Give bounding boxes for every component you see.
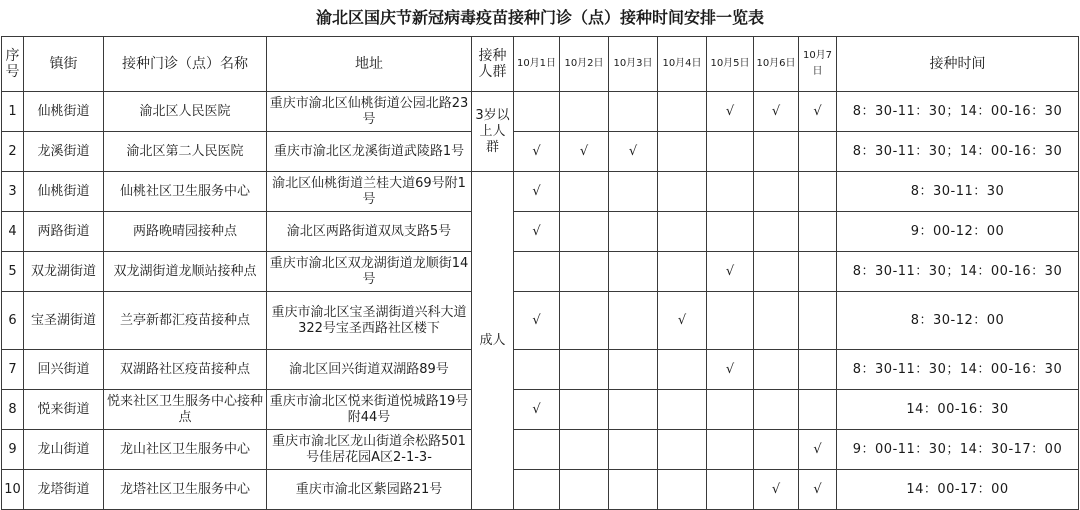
date-check-cell: √ <box>707 92 754 132</box>
row-time: 8：30-11：30；14：00-16：30 <box>837 350 1079 390</box>
row-index: 8 <box>2 390 24 430</box>
row-clinic: 悦来社区卫生服务中心接种点 <box>104 390 267 430</box>
date-check-cell <box>560 292 609 350</box>
date-check-cell <box>658 252 707 292</box>
date-check-cell <box>514 92 560 132</box>
date-check-cell: √ <box>707 350 754 390</box>
date-check-cell <box>754 132 799 172</box>
date-check-cell <box>754 252 799 292</box>
row-address: 重庆市渝北区宝圣湖街道兴科大道322号宝圣西路社区楼下 <box>267 292 472 350</box>
date-check-cell: √ <box>514 172 560 212</box>
row-address: 重庆市渝北区紫园路21号 <box>267 470 472 510</box>
date-check-cell <box>799 212 837 252</box>
row-time: 9：00-12：00 <box>837 212 1079 252</box>
row-address: 重庆市渝北区悦来街道悦城路19号附44号 <box>267 390 472 430</box>
row-time: 9：00-11：30；14：30-17：00 <box>837 430 1079 470</box>
date-check-cell <box>609 172 658 212</box>
header-crowd: 接种人群 <box>472 37 514 92</box>
date-check-cell <box>609 92 658 132</box>
table-row <box>2 390 1079 430</box>
row-index: 7 <box>2 350 24 390</box>
row-index: 4 <box>2 212 24 252</box>
date-check-cell <box>707 132 754 172</box>
date-check-cell <box>754 350 799 390</box>
row-address: 重庆市渝北区双龙湖街道龙顺街14号 <box>267 252 472 292</box>
date-check-cell <box>514 252 560 292</box>
row-time: 8：30-11：30；14：00-16：30 <box>837 132 1079 172</box>
date-check-cell <box>754 430 799 470</box>
row-time: 8：30-11：30；14：00-16：30 <box>837 252 1079 292</box>
header-street: 镇街 <box>24 37 104 92</box>
row-index: 1 <box>2 92 24 132</box>
date-check-cell <box>514 350 560 390</box>
header-row <box>2 37 1079 92</box>
row-address: 重庆市渝北区龙溪街道武陵路1号 <box>267 132 472 172</box>
date-check-cell: √ <box>514 390 560 430</box>
row-street: 仙桃街道 <box>24 172 104 212</box>
row-address: 渝北区回兴街道双湖路89号 <box>267 350 472 390</box>
date-check-cell <box>658 132 707 172</box>
table-row <box>2 470 1079 510</box>
date-check-cell <box>560 172 609 212</box>
date-check-cell <box>754 172 799 212</box>
table-row <box>2 430 1079 470</box>
date-check-cell <box>560 430 609 470</box>
header-date: 10月6日 <box>754 37 799 92</box>
date-check-cell <box>609 390 658 430</box>
table-row <box>2 292 1079 350</box>
table-row <box>2 212 1079 252</box>
table-body <box>2 92 1079 510</box>
row-index: 10 <box>2 470 24 510</box>
date-check-cell <box>658 430 707 470</box>
date-check-cell <box>658 350 707 390</box>
row-street: 回兴街道 <box>24 350 104 390</box>
crowd-group-cell: 成人 <box>472 172 514 510</box>
row-street: 双龙湖街道 <box>24 252 104 292</box>
date-check-cell <box>707 172 754 212</box>
date-check-cell <box>799 292 837 350</box>
row-index: 9 <box>2 430 24 470</box>
row-street: 仙桃街道 <box>24 92 104 132</box>
row-clinic: 双湖路社区疫苗接种点 <box>104 350 267 390</box>
date-check-cell <box>609 470 658 510</box>
date-check-cell: √ <box>514 132 560 172</box>
row-address: 重庆市渝北区龙山街道余松路501号佳居花园A区2-1-3- <box>267 430 472 470</box>
page-title: 渝北区国庆节新冠病毒疫苗接种门诊（点）接种时间安排一览表 <box>315 8 764 27</box>
date-check-cell <box>560 92 609 132</box>
date-check-cell <box>560 212 609 252</box>
date-check-cell <box>754 292 799 350</box>
table-row <box>2 172 1079 212</box>
row-street: 两路街道 <box>24 212 104 252</box>
crowd-group-cell: 3岁以上人群 <box>472 92 514 172</box>
header-address: 地址 <box>267 37 472 92</box>
header-index: 序号 <box>2 37 24 92</box>
date-check-cell <box>560 390 609 430</box>
row-time: 14：00-16：30 <box>837 390 1079 430</box>
date-check-cell <box>799 172 837 212</box>
row-street: 龙塔街道 <box>24 470 104 510</box>
header-date: 10月1日 <box>514 37 560 92</box>
header-date: 10月4日 <box>658 37 707 92</box>
date-check-cell <box>560 470 609 510</box>
header-date: 10月7日 <box>799 37 837 92</box>
header-date: 10月3日 <box>609 37 658 92</box>
header-clinic: 接种门诊（点）名称 <box>104 37 267 92</box>
date-check-cell <box>707 390 754 430</box>
header-date: 10月5日 <box>707 37 754 92</box>
row-time: 8：30-11：30 <box>837 172 1079 212</box>
date-check-cell: √ <box>799 430 837 470</box>
date-check-cell <box>707 430 754 470</box>
row-address: 渝北区两路街道双凤支路5号 <box>267 212 472 252</box>
row-street: 宝圣湖街道 <box>24 292 104 350</box>
date-check-cell <box>658 92 707 132</box>
schedule-table <box>1 36 1079 510</box>
row-address: 渝北区仙桃街道兰桂大道69号附1号 <box>267 172 472 212</box>
table-row <box>2 252 1079 292</box>
row-street: 悦来街道 <box>24 390 104 430</box>
row-clinic: 双龙湖街道龙顺站接种点 <box>104 252 267 292</box>
row-street: 龙溪街道 <box>24 132 104 172</box>
header-date: 10月2日 <box>560 37 609 92</box>
row-clinic: 龙山社区卫生服务中心 <box>104 430 267 470</box>
date-check-cell <box>658 390 707 430</box>
date-check-cell <box>560 252 609 292</box>
date-check-cell: √ <box>799 470 837 510</box>
date-check-cell: √ <box>560 132 609 172</box>
row-address: 重庆市渝北区仙桃街道公园北路23号 <box>267 92 472 132</box>
date-check-cell <box>658 212 707 252</box>
row-clinic: 渝北区第二人民医院 <box>104 132 267 172</box>
row-clinic: 龙塔社区卫生服务中心 <box>104 470 267 510</box>
date-check-cell <box>799 252 837 292</box>
date-check-cell <box>514 470 560 510</box>
row-time: 8：30-11：30；14：00-16：30 <box>837 92 1079 132</box>
row-index: 6 <box>2 292 24 350</box>
table-row <box>2 350 1079 390</box>
date-check-cell <box>754 390 799 430</box>
date-check-cell: √ <box>707 252 754 292</box>
row-street: 龙山街道 <box>24 430 104 470</box>
date-check-cell <box>514 430 560 470</box>
date-check-cell <box>658 470 707 510</box>
row-index: 3 <box>2 172 24 212</box>
date-check-cell <box>560 350 609 390</box>
table-row <box>2 92 1079 132</box>
row-clinic: 渝北区人民医院 <box>104 92 267 132</box>
date-check-cell <box>754 212 799 252</box>
date-check-cell: √ <box>799 92 837 132</box>
row-index: 2 <box>2 132 24 172</box>
row-clinic: 两路晚晴园接种点 <box>104 212 267 252</box>
row-index: 5 <box>2 252 24 292</box>
row-time: 8：30-12：00 <box>837 292 1079 350</box>
date-check-cell <box>799 132 837 172</box>
header-time: 接种时间 <box>837 37 1079 92</box>
date-check-cell <box>707 292 754 350</box>
row-clinic: 仙桃社区卫生服务中心 <box>104 172 267 212</box>
date-check-cell <box>609 350 658 390</box>
date-check-cell <box>609 292 658 350</box>
date-check-cell: √ <box>754 92 799 132</box>
date-check-cell: √ <box>754 470 799 510</box>
row-time: 14：00-17：00 <box>837 470 1079 510</box>
row-clinic: 兰亭新都汇疫苗接种点 <box>104 292 267 350</box>
date-check-cell: √ <box>609 132 658 172</box>
date-check-cell: √ <box>514 292 560 350</box>
date-check-cell <box>609 430 658 470</box>
date-check-cell <box>707 212 754 252</box>
date-check-cell: √ <box>514 212 560 252</box>
date-check-cell <box>609 212 658 252</box>
date-check-cell: √ <box>658 292 707 350</box>
date-check-cell <box>658 172 707 212</box>
date-check-cell <box>799 350 837 390</box>
date-check-cell <box>707 470 754 510</box>
date-check-cell <box>609 252 658 292</box>
table-row <box>2 132 1079 172</box>
date-check-cell <box>799 390 837 430</box>
